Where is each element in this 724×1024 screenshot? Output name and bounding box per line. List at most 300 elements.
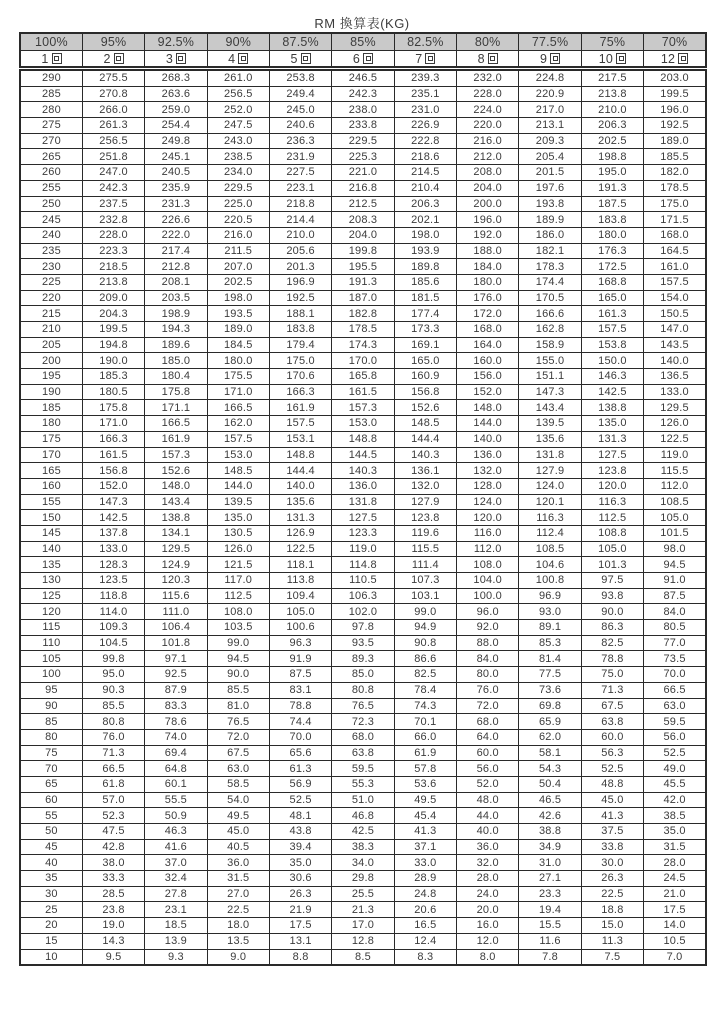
table-row [20, 776, 706, 792]
kai-rep-kanji-glyph [114, 53, 124, 64]
converted-weight-cell: 88.0 [457, 635, 519, 651]
max-weight-cell: 60 [20, 792, 82, 808]
converted-weight-cell: 140.0 [644, 353, 706, 369]
table-body [20, 69, 706, 966]
converted-weight-cell: 261.3 [82, 118, 144, 134]
converted-weight-cell: 13.5 [207, 933, 269, 949]
reps-header-cell [20, 51, 82, 69]
converted-weight-cell: 21.0 [644, 886, 706, 902]
converted-weight-cell: 71.3 [581, 682, 643, 698]
table-row [20, 118, 706, 134]
table-row [20, 337, 706, 353]
converted-weight-cell: 44.0 [457, 808, 519, 824]
converted-weight-cell: 49.5 [394, 792, 456, 808]
converted-weight-cell: 171.1 [145, 400, 207, 416]
table-row [20, 902, 706, 918]
converted-weight-cell: 93.5 [332, 635, 394, 651]
converted-weight-cell: 9.3 [145, 949, 207, 965]
converted-weight-cell: 202.5 [207, 274, 269, 290]
converted-weight-cell: 190.0 [82, 353, 144, 369]
converted-weight-cell: 202.1 [394, 212, 456, 228]
reps-header-cell [269, 51, 331, 69]
converted-weight-cell: 80.5 [644, 620, 706, 636]
converted-weight-cell: 148.8 [269, 447, 331, 463]
converted-weight-cell: 201.5 [519, 165, 581, 181]
converted-weight-cell: 81.0 [207, 698, 269, 714]
converted-weight-cell: 40.0 [457, 824, 519, 840]
max-weight-cell: 275 [20, 118, 82, 134]
converted-weight-cell: 193.9 [394, 243, 456, 259]
converted-weight-cell: 217.5 [581, 69, 643, 87]
converted-weight-cell: 256.5 [82, 133, 144, 149]
converted-weight-cell: 45.4 [394, 808, 456, 824]
max-weight-cell: 245 [20, 212, 82, 228]
converted-weight-cell: 87.9 [145, 682, 207, 698]
max-weight-cell: 15 [20, 933, 82, 949]
converted-weight-cell: 93.0 [519, 604, 581, 620]
converted-weight-cell: 220.9 [519, 86, 581, 102]
converted-weight-cell: 55.3 [332, 776, 394, 792]
converted-weight-cell: 31.0 [519, 855, 581, 871]
max-weight-cell: 195 [20, 369, 82, 385]
converted-weight-cell: 76.0 [82, 729, 144, 745]
converted-weight-cell: 154.0 [644, 290, 706, 306]
converted-weight-cell: 198.0 [207, 290, 269, 306]
max-weight-cell: 50 [20, 824, 82, 840]
converted-weight-cell: 63.8 [332, 745, 394, 761]
converted-weight-cell: 143.5 [644, 337, 706, 353]
converted-weight-cell: 184.0 [457, 259, 519, 275]
converted-weight-cell: 26.3 [581, 871, 643, 887]
converted-weight-cell: 85.0 [332, 667, 394, 683]
converted-weight-cell: 87.5 [269, 667, 331, 683]
converted-weight-cell: 216.0 [457, 133, 519, 149]
converted-weight-cell: 208.3 [332, 212, 394, 228]
converted-weight-cell: 204.3 [82, 306, 144, 322]
percent-header-cell: 77.5% [519, 33, 581, 51]
converted-weight-cell: 92.0 [457, 620, 519, 636]
percent-header-cell: 80% [457, 33, 519, 51]
converted-weight-cell: 56.3 [581, 745, 643, 761]
converted-weight-cell: 41.3 [394, 824, 456, 840]
max-weight-cell: 35 [20, 871, 82, 887]
percent-header-cell: 87.5% [269, 33, 331, 51]
max-weight-cell: 240 [20, 227, 82, 243]
converted-weight-cell: 46.3 [145, 824, 207, 840]
converted-weight-cell: 16.5 [394, 918, 456, 934]
converted-weight-cell: 94.9 [394, 620, 456, 636]
converted-weight-cell: 91.9 [269, 651, 331, 667]
converted-weight-cell: 66.5 [82, 761, 144, 777]
table-row [20, 573, 706, 589]
converted-weight-cell: 24.5 [644, 871, 706, 887]
converted-weight-cell: 16.0 [457, 918, 519, 934]
converted-weight-cell: 11.6 [519, 933, 581, 949]
table-row [20, 196, 706, 212]
converted-weight-cell: 21.9 [269, 902, 331, 918]
converted-weight-cell: 172.5 [581, 259, 643, 275]
converted-weight-cell: 67.5 [581, 698, 643, 714]
percent-header-cell: 90% [207, 33, 269, 51]
converted-weight-cell: 96.0 [457, 604, 519, 620]
converted-weight-cell: 135.0 [581, 416, 643, 432]
converted-weight-cell: 52.5 [644, 745, 706, 761]
converted-weight-cell: 20.0 [457, 902, 519, 918]
converted-weight-cell: 17.5 [644, 902, 706, 918]
max-weight-cell: 130 [20, 573, 82, 589]
converted-weight-cell: 158.9 [519, 337, 581, 353]
converted-weight-cell: 119.0 [644, 447, 706, 463]
converted-weight-cell: 144.5 [332, 447, 394, 463]
converted-weight-cell: 214.4 [269, 212, 331, 228]
converted-weight-cell: 266.0 [82, 102, 144, 118]
converted-weight-cell: 61.3 [269, 761, 331, 777]
converted-weight-cell: 73.6 [519, 682, 581, 698]
converted-weight-cell: 144.0 [457, 416, 519, 432]
converted-weight-cell: 59.5 [644, 714, 706, 730]
converted-weight-cell: 212.0 [457, 149, 519, 165]
converted-weight-cell: 256.5 [207, 86, 269, 102]
converted-weight-cell: 127.9 [394, 494, 456, 510]
converted-weight-cell: 120.0 [457, 510, 519, 526]
converted-weight-cell: 128.3 [82, 557, 144, 573]
converted-weight-cell: 103.5 [207, 620, 269, 636]
converted-weight-cell: 210.0 [269, 227, 331, 243]
converted-weight-cell: 254.4 [145, 118, 207, 134]
converted-weight-cell: 173.3 [394, 322, 456, 338]
converted-weight-cell: 220.0 [457, 118, 519, 134]
converted-weight-cell: 178.5 [332, 322, 394, 338]
converted-weight-cell: 234.0 [207, 165, 269, 181]
converted-weight-cell: 157.5 [644, 274, 706, 290]
table-row [20, 541, 706, 557]
converted-weight-cell: 41.3 [581, 808, 643, 824]
max-weight-cell: 145 [20, 525, 82, 541]
kai-rep-kanji-glyph [550, 53, 560, 64]
converted-weight-cell: 71.3 [82, 745, 144, 761]
max-weight-cell: 155 [20, 494, 82, 510]
converted-weight-cell: 86.6 [394, 651, 456, 667]
converted-weight-cell: 183.8 [581, 212, 643, 228]
table-row [20, 86, 706, 102]
percent-header-cell: 95% [82, 33, 144, 51]
converted-weight-cell: 129.5 [145, 541, 207, 557]
converted-weight-cell: 38.5 [644, 808, 706, 824]
converted-weight-cell: 124.0 [519, 478, 581, 494]
table-row [20, 588, 706, 604]
converted-weight-cell: 117.0 [207, 573, 269, 589]
converted-weight-cell: 66.0 [394, 729, 456, 745]
max-weight-cell: 65 [20, 776, 82, 792]
converted-weight-cell: 131.8 [519, 447, 581, 463]
converted-weight-cell: 72.3 [332, 714, 394, 730]
converted-weight-cell: 133.0 [82, 541, 144, 557]
converted-weight-cell: 155.0 [519, 353, 581, 369]
converted-weight-cell: 189.9 [519, 212, 581, 228]
converted-weight-cell: 56.9 [269, 776, 331, 792]
converted-weight-cell: 140.0 [457, 431, 519, 447]
converted-weight-cell: 105.0 [581, 541, 643, 557]
converted-weight-cell: 17.0 [332, 918, 394, 934]
converted-weight-cell: 52.0 [457, 776, 519, 792]
converted-weight-cell: 82.5 [394, 667, 456, 683]
converted-weight-cell: 18.5 [145, 918, 207, 934]
converted-weight-cell: 111.0 [145, 604, 207, 620]
converted-weight-cell: 152.6 [394, 400, 456, 416]
converted-weight-cell: 236.3 [269, 133, 331, 149]
converted-weight-cell: 196.0 [644, 102, 706, 118]
converted-weight-cell: 126.9 [269, 525, 331, 541]
kai-rep-kanji-glyph [176, 53, 186, 64]
converted-weight-cell: 182.0 [644, 165, 706, 181]
converted-weight-cell: 238.0 [332, 102, 394, 118]
converted-weight-cell: 19.0 [82, 918, 144, 934]
converted-weight-cell: 169.1 [394, 337, 456, 353]
converted-weight-cell: 206.3 [581, 118, 643, 134]
converted-weight-cell: 53.6 [394, 776, 456, 792]
converted-weight-cell: 7.0 [644, 949, 706, 965]
converted-weight-cell: 205.4 [519, 149, 581, 165]
converted-weight-cell: 100.0 [457, 588, 519, 604]
converted-weight-cell: 148.0 [457, 400, 519, 416]
converted-weight-cell: 48.1 [269, 808, 331, 824]
table-row [20, 682, 706, 698]
converted-weight-cell: 47.5 [82, 824, 144, 840]
converted-weight-cell: 99.0 [207, 635, 269, 651]
converted-weight-cell: 64.8 [145, 761, 207, 777]
converted-weight-cell: 10.5 [644, 933, 706, 949]
kai-rep-kanji-glyph [488, 53, 498, 64]
converted-weight-cell: 242.3 [82, 180, 144, 196]
converted-weight-cell: 12.0 [457, 933, 519, 949]
converted-weight-cell: 14.0 [644, 918, 706, 934]
converted-weight-cell: 73.5 [644, 651, 706, 667]
converted-weight-cell: 85.5 [82, 698, 144, 714]
kai-rep-kanji-glyph [678, 53, 688, 64]
converted-weight-cell: 23.3 [519, 886, 581, 902]
converted-weight-cell: 213.8 [82, 274, 144, 290]
converted-weight-cell: 80.8 [82, 714, 144, 730]
converted-weight-cell: 160.9 [394, 369, 456, 385]
converted-weight-cell: 166.5 [207, 400, 269, 416]
converted-weight-cell: 89.1 [519, 620, 581, 636]
converted-weight-cell: 165.0 [394, 353, 456, 369]
converted-weight-cell: 166.5 [145, 416, 207, 432]
converted-weight-cell: 123.3 [332, 525, 394, 541]
max-weight-cell: 125 [20, 588, 82, 604]
converted-weight-cell: 115.5 [644, 463, 706, 479]
converted-weight-cell: 59.5 [332, 761, 394, 777]
converted-weight-cell: 174.3 [332, 337, 394, 353]
converted-weight-cell: 49.5 [207, 808, 269, 824]
table-row [20, 369, 706, 385]
table-row [20, 839, 706, 855]
max-weight-cell: 215 [20, 306, 82, 322]
table-row [20, 180, 706, 196]
converted-weight-cell: 210.4 [394, 180, 456, 196]
converted-weight-cell: 85.3 [519, 635, 581, 651]
table-row [20, 322, 706, 338]
converted-weight-cell: 270.8 [82, 86, 144, 102]
converted-weight-cell: 224.8 [519, 69, 581, 87]
converted-weight-cell: 147.3 [82, 494, 144, 510]
converted-weight-cell: 105.0 [644, 510, 706, 526]
table-row [20, 149, 706, 165]
converted-weight-cell: 178.3 [519, 259, 581, 275]
table-row [20, 871, 706, 887]
converted-weight-cell: 150.5 [644, 306, 706, 322]
converted-weight-cell: 68.0 [457, 714, 519, 730]
converted-weight-cell: 217.0 [519, 102, 581, 118]
table-row [20, 290, 706, 306]
converted-weight-cell: 198.0 [394, 227, 456, 243]
rep-count: 8 [477, 51, 485, 66]
converted-weight-cell: 187.5 [581, 196, 643, 212]
converted-weight-cell: 70.0 [644, 667, 706, 683]
converted-weight-cell: 69.8 [519, 698, 581, 714]
converted-weight-cell: 115.5 [394, 541, 456, 557]
converted-weight-cell: 116.3 [519, 510, 581, 526]
converted-weight-cell: 45.0 [207, 824, 269, 840]
converted-weight-cell: 61.8 [82, 776, 144, 792]
converted-weight-cell: 118.1 [269, 557, 331, 573]
kai-rep-kanji-glyph [363, 53, 373, 64]
converted-weight-cell: 144.4 [394, 431, 456, 447]
converted-weight-cell: 131.3 [269, 510, 331, 526]
converted-weight-cell: 209.0 [82, 290, 144, 306]
table-row [20, 855, 706, 871]
converted-weight-cell: 118.8 [82, 588, 144, 604]
converted-weight-cell: 188.1 [269, 306, 331, 322]
table-row [20, 447, 706, 463]
converted-weight-cell: 251.8 [82, 149, 144, 165]
converted-weight-cell: 114.8 [332, 557, 394, 573]
converted-weight-cell: 138.8 [145, 510, 207, 526]
rep-count: 7 [415, 51, 423, 66]
converted-weight-cell: 196.9 [269, 274, 331, 290]
converted-weight-cell: 161.0 [644, 259, 706, 275]
converted-weight-cell: 78.4 [394, 682, 456, 698]
converted-weight-cell: 185.5 [644, 149, 706, 165]
percent-header-cell: 100% [20, 33, 82, 51]
converted-weight-cell: 58.5 [207, 776, 269, 792]
table-row [20, 400, 706, 416]
converted-weight-cell: 64.0 [457, 729, 519, 745]
table-row [20, 463, 706, 479]
table-row [20, 604, 706, 620]
converted-weight-cell: 98.0 [644, 541, 706, 557]
converted-weight-cell: 8.8 [269, 949, 331, 965]
converted-weight-cell: 89.3 [332, 651, 394, 667]
converted-weight-cell: 91.0 [644, 573, 706, 589]
converted-weight-cell: 29.8 [332, 871, 394, 887]
converted-weight-cell: 45.0 [581, 792, 643, 808]
max-weight-cell: 265 [20, 149, 82, 165]
converted-weight-cell: 56.0 [457, 761, 519, 777]
max-weight-cell: 85 [20, 714, 82, 730]
converted-weight-cell: 180.0 [207, 353, 269, 369]
converted-weight-cell: 114.0 [82, 604, 144, 620]
converted-weight-cell: 7.8 [519, 949, 581, 965]
converted-weight-cell: 137.8 [82, 525, 144, 541]
converted-weight-cell: 58.1 [519, 745, 581, 761]
converted-weight-cell: 152.0 [457, 384, 519, 400]
converted-weight-cell: 12.4 [394, 933, 456, 949]
converted-weight-cell: 136.0 [457, 447, 519, 463]
max-weight-cell: 45 [20, 839, 82, 855]
converted-weight-cell: 21.3 [332, 902, 394, 918]
converted-weight-cell: 129.5 [644, 400, 706, 416]
reps-header-cell [332, 51, 394, 69]
converted-weight-cell: 69.4 [145, 745, 207, 761]
converted-weight-cell: 96.9 [519, 588, 581, 604]
converted-weight-cell: 128.0 [457, 478, 519, 494]
converted-weight-cell: 121.5 [207, 557, 269, 573]
converted-weight-cell: 213.8 [581, 86, 643, 102]
rep-count: 10 [598, 51, 614, 66]
converted-weight-cell: 198.8 [581, 149, 643, 165]
converted-weight-cell: 157.3 [145, 447, 207, 463]
converted-weight-cell: 221.0 [332, 165, 394, 181]
table-row [20, 949, 706, 965]
percent-header-cell: 75% [581, 33, 643, 51]
table-row [20, 431, 706, 447]
max-weight-cell: 200 [20, 353, 82, 369]
max-weight-cell: 80 [20, 729, 82, 745]
converted-weight-cell: 181.5 [394, 290, 456, 306]
converted-weight-cell: 245.0 [269, 102, 331, 118]
converted-weight-cell: 77.0 [644, 635, 706, 651]
table-row [20, 384, 706, 400]
converted-weight-cell: 203.0 [644, 69, 706, 87]
table-row [20, 212, 706, 228]
table-row [20, 227, 706, 243]
reps-header-cell [394, 51, 456, 69]
converted-weight-cell: 176.3 [581, 243, 643, 259]
converted-weight-cell: 161.3 [581, 306, 643, 322]
converted-weight-cell: 54.0 [207, 792, 269, 808]
converted-weight-cell: 76.5 [332, 698, 394, 714]
converted-weight-cell: 184.5 [207, 337, 269, 353]
converted-weight-cell: 36.0 [457, 839, 519, 855]
converted-weight-cell: 34.0 [332, 855, 394, 871]
max-weight-cell: 185 [20, 400, 82, 416]
converted-weight-cell: 81.4 [519, 651, 581, 667]
converted-weight-cell: 108.0 [207, 604, 269, 620]
converted-weight-cell: 116.3 [581, 494, 643, 510]
converted-weight-cell: 151.1 [519, 369, 581, 385]
converted-weight-cell: 54.3 [519, 761, 581, 777]
converted-weight-cell: 162.8 [519, 322, 581, 338]
reps-header-row [20, 51, 706, 69]
converted-weight-cell: 93.8 [581, 588, 643, 604]
converted-weight-cell: 146.3 [581, 369, 643, 385]
converted-weight-cell: 119.0 [332, 541, 394, 557]
converted-weight-cell: 55.5 [145, 792, 207, 808]
converted-weight-cell: 199.5 [82, 322, 144, 338]
converted-weight-cell: 235.1 [394, 86, 456, 102]
max-weight-cell: 95 [20, 682, 82, 698]
converted-weight-cell: 212.8 [145, 259, 207, 275]
converted-weight-cell: 195.5 [332, 259, 394, 275]
converted-weight-cell: 205.6 [269, 243, 331, 259]
rep-count: 3 [165, 51, 173, 66]
reps-header-cell [207, 51, 269, 69]
converted-weight-cell: 193.5 [207, 306, 269, 322]
converted-weight-cell: 48.8 [581, 776, 643, 792]
converted-weight-cell: 112.0 [644, 478, 706, 494]
converted-weight-cell: 123.8 [581, 463, 643, 479]
